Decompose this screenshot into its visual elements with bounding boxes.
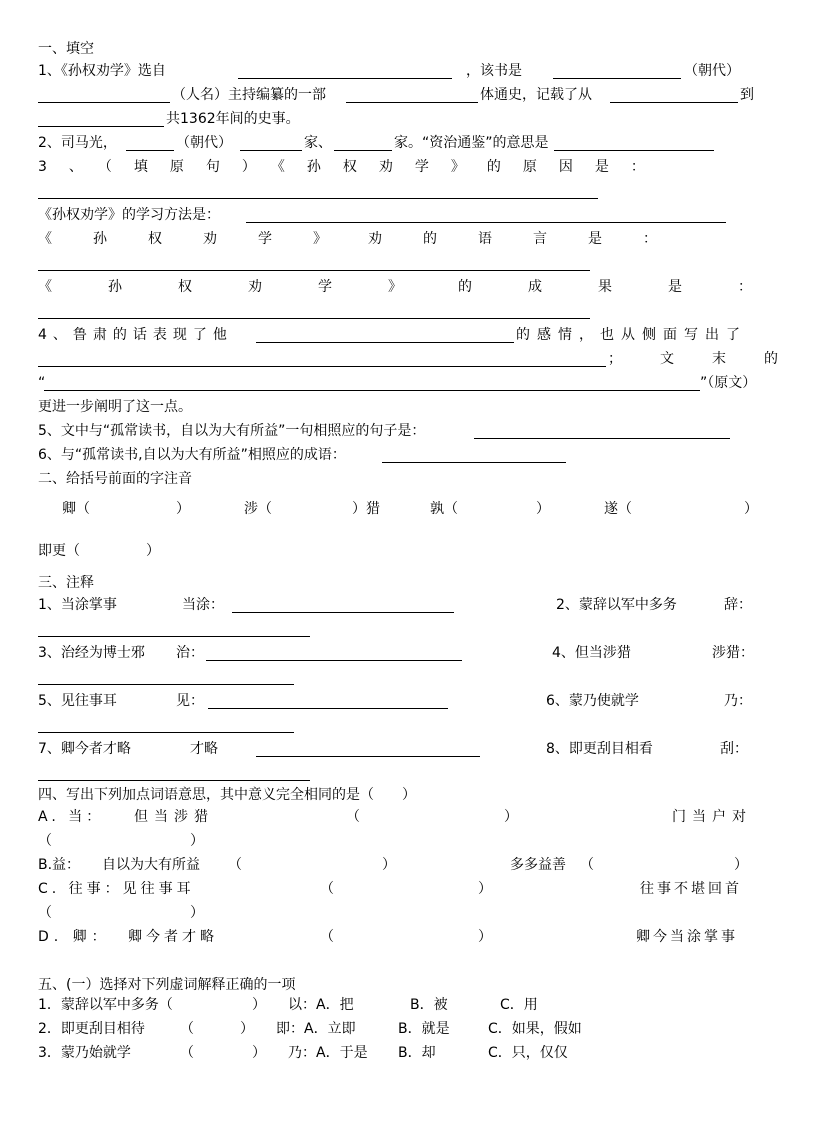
q1-text-e: 体通史，记载了从 xyxy=(480,87,592,103)
s4-a-close1: ） xyxy=(504,809,518,825)
q4-blank-feeling[interactable] xyxy=(256,342,514,343)
q4-blank-side[interactable] xyxy=(38,366,606,367)
q2-text-d: 家。“资治通鉴”的意思是 xyxy=(394,135,549,151)
q3-blank-reason[interactable] xyxy=(38,198,598,199)
note-7-blank[interactable] xyxy=(256,756,480,757)
s4-c-open2: （ xyxy=(38,905,52,921)
q2-blank-jia1[interactable] xyxy=(240,150,302,151)
note-1-blank[interactable] xyxy=(232,612,454,613)
s4-b-phrase1: 自以为大有所益 xyxy=(102,857,200,873)
note-5-word: 见： xyxy=(176,693,204,709)
q3-blank-method[interactable] xyxy=(246,222,726,223)
s4-d-label: D. 卿： xyxy=(38,929,111,945)
s4-b-label: B.益： xyxy=(38,857,81,873)
q1-text-f: 到 xyxy=(740,87,754,103)
pinyin-she-close: ）猎 xyxy=(352,501,380,517)
q6-blank[interactable] xyxy=(382,462,566,463)
s5-r3-q: 3．蒙乃始就学 xyxy=(38,1045,131,1061)
s4-a-phrase2: 门当户对 xyxy=(672,809,752,825)
note-8-phrase: 8、即更刮目相看 xyxy=(546,741,653,757)
q2-blank-meaning[interactable] xyxy=(554,150,714,151)
s4-a-open2: （ xyxy=(38,833,52,849)
section-1-heading: 一、填空 xyxy=(38,41,94,57)
note-4-blank[interactable] xyxy=(38,684,294,685)
s5-r1-optB[interactable]: B．被 xyxy=(410,997,448,1013)
note-6-phrase: 6、蒙乃使就学 xyxy=(546,693,639,709)
q1-text-c: （朝代） xyxy=(684,63,740,79)
s4-d-phrase2: 卿今当涂掌事 xyxy=(636,929,738,945)
q2-text-b: （朝代） xyxy=(176,135,232,151)
q2-text-a: 2、司马光， xyxy=(38,135,117,151)
section-2-heading: 二、给括号前面的字注音 xyxy=(38,471,192,487)
q4-text-c: ；文末的 xyxy=(608,351,816,367)
note-2-phrase: 2、蒙辞以军中多务 xyxy=(556,597,677,613)
section-4-heading: 四、写出下列加点词语意思，其中意义完全相同的是（ ） xyxy=(38,787,416,803)
pinyin-shu-open: 孰（ xyxy=(430,501,458,517)
note-3-word: 治： xyxy=(176,645,204,661)
note-3-phrase: 3、治经为博士邪 xyxy=(38,645,145,661)
q4-text-e: ”（原文） xyxy=(700,375,757,391)
s4-d-close1: ） xyxy=(478,929,492,945)
q3-method-label: 《孙权劝学》的学习方法是： xyxy=(38,207,220,223)
pinyin-she-open: 涉（ xyxy=(244,501,272,517)
q1-blank-person[interactable] xyxy=(38,102,170,103)
q1-blank-to[interactable] xyxy=(38,126,164,127)
note-1-phrase: 1、当涂掌事 xyxy=(38,597,117,613)
q6-text: 6、与“孤常读书,自以为大有所益”相照应的成语： xyxy=(38,447,346,463)
section-3-heading: 三、注释 xyxy=(38,575,94,591)
note-4-word: 涉猎： xyxy=(712,645,754,661)
note-6-blank[interactable] xyxy=(38,732,294,733)
s4-b-open2: （ xyxy=(580,857,594,873)
s5-r3-close: ） xyxy=(252,1045,266,1061)
pinyin-sui-open: 遂（ xyxy=(604,501,632,517)
q3-blank-result[interactable] xyxy=(38,318,590,319)
s5-r2-q: 2．即更刮目相待 xyxy=(38,1021,145,1037)
section-5-heading: 五、(一）选择对下列虚词解释正确的一项 xyxy=(38,977,296,993)
q4-text-b: 的感情，也从侧面写出了 xyxy=(516,327,747,343)
q3-reason-label xyxy=(38,158,754,176)
note-2-blank[interactable] xyxy=(38,636,310,637)
q5-text: 5、文中与“孤常读书，自以为大有所益”一句相照应的句子是： xyxy=(38,423,426,439)
s5-r3-optC[interactable]: C．只，仅仅 xyxy=(488,1045,568,1061)
s5-r2-close: ） xyxy=(240,1021,254,1037)
s4-c-label: C. 往事：见往事耳 xyxy=(38,881,195,897)
note-7-phrase: 7、卿今者才略 xyxy=(38,741,131,757)
q5-blank[interactable] xyxy=(474,438,730,439)
s4-b-phrase2: 多多益善 xyxy=(510,857,566,873)
q2-blank-jia2[interactable] xyxy=(334,150,392,151)
s4-c-phrase2: 往事不堪回首 xyxy=(640,881,742,897)
note-5-phrase: 5、见往事耳 xyxy=(38,693,117,709)
pinyin-geng-close: ） xyxy=(146,543,160,559)
q1-blank-from[interactable] xyxy=(610,102,738,103)
note-1-word: 当涂： xyxy=(182,597,224,613)
s4-a-close2: ） xyxy=(190,833,204,849)
s4-b-close1: ） xyxy=(382,857,396,873)
s5-r2-optB[interactable]: B．就是 xyxy=(398,1021,450,1037)
q2-text-c: 家、 xyxy=(304,135,332,151)
q3-result-label: 《孙权劝学》的成果是： xyxy=(38,279,808,295)
s5-r1-q: 1．蒙辞以军中多务（ xyxy=(38,997,173,1013)
s5-r1-optA[interactable]: 以：A．把 xyxy=(288,997,354,1013)
s4-a-open1: （ xyxy=(346,809,360,825)
q4-blank-quote[interactable] xyxy=(44,390,700,391)
s5-r3-open: （ xyxy=(180,1045,194,1061)
s4-c-open1: （ xyxy=(320,881,334,897)
q1-text-a: 1、《孙权劝学》选自 xyxy=(38,63,166,79)
s5-r3-optB[interactable]: B．却 xyxy=(398,1045,436,1061)
q3-language-label: 《孙权劝学》劝的语言是： xyxy=(38,231,698,247)
s4-c-close2: ） xyxy=(190,905,204,921)
note-8-word: 刮： xyxy=(720,741,748,757)
pinyin-geng-open: 即更（ xyxy=(38,543,80,559)
q4-text-d: “ xyxy=(38,375,46,391)
s4-b-open1: （ xyxy=(228,857,242,873)
q1-blank-book[interactable] xyxy=(553,78,681,79)
s4-c-close1: ） xyxy=(478,881,492,897)
q1-blank-type[interactable] xyxy=(346,102,478,103)
q4-text-f: 更进一步阐明了这一点。 xyxy=(38,399,192,415)
s5-r2-optC[interactable]: C．如果，假如 xyxy=(488,1021,582,1037)
s4-d-open1: （ xyxy=(320,929,334,945)
pinyin-shu-close: ） xyxy=(536,501,550,517)
note-6-word: 乃： xyxy=(724,693,752,709)
note-4-phrase: 4、但当涉猎 xyxy=(552,645,631,661)
q1-text-d: （人名）主持编纂的一部 xyxy=(172,87,326,103)
pinyin-qing-open: 卿（ xyxy=(62,501,90,517)
note-2-word: 辞： xyxy=(724,597,752,613)
q4-text-a: 4、鲁肃的话表现了他 xyxy=(38,327,233,343)
s5-r2-open: （ xyxy=(180,1021,194,1037)
s4-a-label: A. 当： xyxy=(38,809,105,825)
s5-r3-optA[interactable]: 乃：A．于是 xyxy=(288,1045,368,1061)
q1-text-b: ，该书是 xyxy=(466,63,522,79)
note-8-blank[interactable] xyxy=(38,780,310,781)
q3-blank-language[interactable] xyxy=(38,270,590,271)
q2-blank-dynasty[interactable] xyxy=(126,150,174,151)
q1-blank-source[interactable] xyxy=(238,78,452,79)
pinyin-qing-close: ） xyxy=(176,501,190,517)
s5-r1-optC[interactable]: C．用 xyxy=(500,997,538,1013)
note-5-blank[interactable] xyxy=(208,708,448,709)
s4-b-close2: ） xyxy=(734,857,748,873)
q1-text-g: 共1362年间的史事。 xyxy=(166,111,300,127)
note-7-word: 才略 xyxy=(190,741,218,757)
s5-r2-optA[interactable]: 即：A．立即 xyxy=(276,1021,356,1037)
s4-a-phrase1: 但当涉猎 xyxy=(134,809,214,825)
q3-reason-text: 3、（填原句）《孙权劝学》的原因是： xyxy=(38,159,667,175)
note-3-blank[interactable] xyxy=(206,660,462,661)
s4-d-phrase1: 卿今者才略 xyxy=(128,929,218,945)
s5-r1-close: ） xyxy=(252,997,266,1013)
pinyin-sui-close: ） xyxy=(744,501,758,517)
